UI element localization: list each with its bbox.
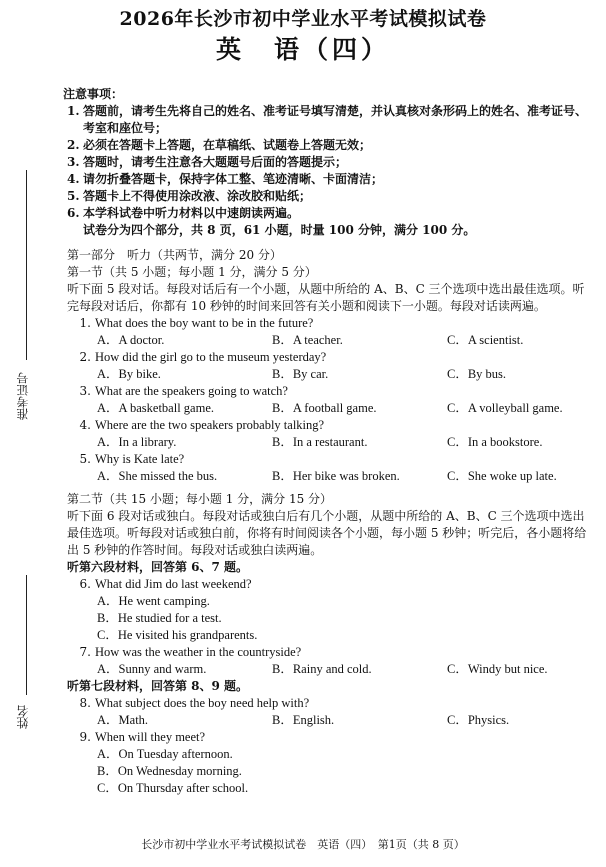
question-6: 6. What did Jim do last weekend? A．He went camping. B．He studied for a test. C．He visited his grandparents. bbox=[79, 577, 258, 642]
note-item: 2. 必须在答题卡上答题，在草稿纸、试题卷上答题无效； bbox=[67, 138, 372, 152]
exam-content bbox=[63, 86, 588, 797]
question-1: 1. What does the boy want to be in the future? A．A doctor. B．A teacher. C．A scientist. bbox=[79, 316, 524, 347]
exam-id-label: 准考证号 bbox=[16, 372, 30, 420]
subject-title: 英 语（四） bbox=[215, 35, 390, 64]
note-item: 5. 答题卡上不得使用涂改液、涂改胶和贴纸； bbox=[67, 189, 312, 203]
page-footer: 长沙市初中学业水平考试模拟试卷 英语（四） 第1页（共 8 页） bbox=[141, 838, 465, 851]
note-item: 4. 请勿折叠答题卡，保持字体工整、笔迹清晰、卡面清洁； bbox=[67, 172, 384, 186]
material-6-heading: 听第六段材料，回答第 6、7 题。 bbox=[67, 560, 249, 574]
material-7-heading: 听第七段材料，回答第 8、9 题。 bbox=[67, 679, 249, 693]
part1-title: 第一部分 听力（共两节，满分 20 分） bbox=[67, 248, 282, 262]
question-9: 9. When will they meet? A．On Tuesday afternoon. B．On Wednesday morning. C．On Thursday after school. bbox=[79, 730, 249, 795]
section2-instruction: 听下面 6 段对话或独白。每段对话或独白后有几个小题，从题中所给的 A、B、C 三个选项中选出最佳选项。听每段对话或独白前，你将有时间阅读各个小题，每小题 5 秒钟；听完后，各小题将给出 5 秒钟的作答时间。每段对话或独白读两遍。 bbox=[67, 509, 587, 557]
section2-title: 第二节（共 15 小题；每小题 1 分，满分 15 分） bbox=[67, 492, 333, 506]
question-7: 7. How was the weather in the countryside? A．Sunny and warm. B．Rainy and cold. C．Windy but nice. bbox=[79, 645, 548, 676]
note-item: 6. 本学科试卷中听力材料以中速朗读两遍。 bbox=[67, 206, 300, 220]
question-3: 3. What are the speakers going to watch? A．A basketball game. B．A football game. C．A volleyball game. bbox=[79, 384, 563, 415]
section1-title: 第一节（共 5 小题；每小题 1 分，满分 5 分） bbox=[67, 265, 317, 279]
note-item: 1. 答题前，请考生先将自己的姓名、准考证号填写清楚，并认真核对条形码上的姓名、准考证号、考室和座位号； bbox=[67, 104, 588, 135]
question-2: 2. How did the girl go to the museum yesterday? A．By bike. B．By car. C．By bus. bbox=[79, 350, 507, 381]
exam-id-line bbox=[26, 170, 27, 360]
note-item: 3. 答题时，请考生注意各大题题号后面的答题提示； bbox=[67, 155, 348, 169]
notes-heading: 注意事项： bbox=[63, 87, 124, 101]
name-label: 姓名 bbox=[16, 705, 30, 729]
exam-title: 2026年长沙市初中学业水平考试模拟试卷 bbox=[119, 8, 487, 30]
question-4: 4. Where are the two speakers probably talking? A．In a library. B．In a restaurant. C．In a bookstore. bbox=[79, 418, 543, 449]
question-8: 8. What subject does the boy need help with? A．Math. B．English. C．Physics. bbox=[79, 696, 510, 727]
exam-summary: 试卷分为四个部分，共 8 页，61 小题，时量 100 分钟，满分 100 分。 bbox=[83, 223, 476, 237]
section1-instruction: 听下面 5 段对话。每段对话后有一个小题，从题中所给的 A、B、C 三个选项中选出最佳选项。听完每段对话后，你都有 10 秒钟的时间来回答有关小题和阅读下一小题。每段对话读两遍。 bbox=[67, 282, 585, 313]
name-line bbox=[26, 575, 27, 695]
question-5: 5. Why is Kate late? A．She missed the bus. B．Her bike was broken. C．She woke up late. bbox=[79, 452, 557, 483]
